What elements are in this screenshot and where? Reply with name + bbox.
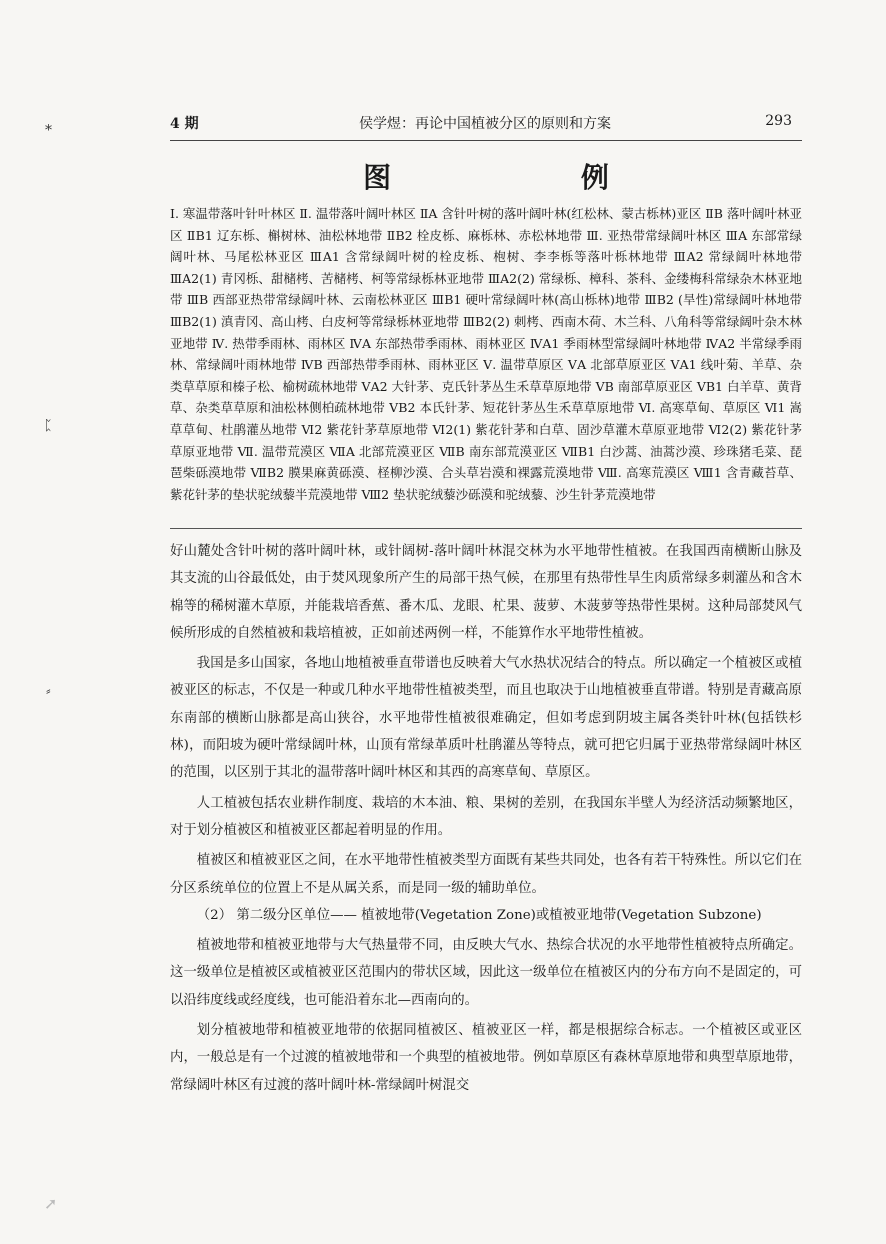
issue-number: 4 期 bbox=[170, 116, 199, 132]
binding-mark-icon: ⸗ bbox=[46, 683, 51, 699]
paragraph: 植被区和植被亚区之间，在水平地带性植被类型方面既有某些共同处，也各有若干特殊性。所以它们在分区系统单位的位置上不是从属关系，而是同一级的辅助单位。 bbox=[170, 853, 802, 896]
paragraph: 人工植被包括农业耕作制度、栽培的木本油、粮、果树的差别，在我国东半壁人为经济活动频繁地区，对于划分植被区和植被亚区都起着明显的作用。 bbox=[170, 795, 802, 838]
header-rule bbox=[170, 140, 802, 141]
running-header bbox=[170, 113, 800, 137]
section-heading: （2） 第二级分区单位—— 植被地带(Vegetation Zone)或植被亚地带(Vegetation Subzone) bbox=[196, 907, 762, 923]
paragraph-continuation: 好山麓处含针叶树的落叶阔叶林，或针阔树-落叶阔叶林混交林为水平地带性植被。在我国西南横断山脉及其支流的山谷最低处，由于焚风现象所产生的局部干热气候，在那里有热带性旱生肉质常绿多刺灌丛和含木棉等的稀树灌木草原，并能栽培香蕉、番木瓜、龙眼、杧果、菠萝、木菠萝等热带性果树。这种局部焚风气候所形成的自然植被和栽培植被，正如前述两例一样，不能算作水平地带性植被。 bbox=[170, 544, 802, 641]
legend-title: 图 例 bbox=[363, 161, 699, 194]
running-title: 侯学煜：再论中国植被分区的原则和方案 bbox=[359, 116, 611, 132]
legend-text: Ⅰ. 寒温带落叶针叶林区 Ⅱ. 温带落叶阔叶林区 ⅡA 含针叶树的落叶阔叶林(红松林、蒙古栎林)亚区 ⅡB 落叶阔叶林亚区 ⅡB1 辽东栎、槲树林、油松林地带 ⅡB2 栓皮栎、麻栎林、赤松林地带 Ⅲ. 亚热带常绿阔叶林区 ⅢA 东部常绿阔叶林、马尾松林亚区 ⅢA1 含常绿阔叶树的栓皮栎、枹树、李李栎等落叶栎林地带 ⅢA2 常绿阔叶林地带 ⅢA2(1) 青冈栎、甜槠栲、苦槠栲、柯等常绿栎林亚地带 ⅢA2(2) 常绿栎、樟科、茶科、金缕梅科常绿杂木林亚地带 ⅢB 西部亚热带常绿阔叶林、云南松林亚区 ⅢB1 硬叶常绿阔叶林(高山栎林)地带 ⅢB2 (旱性)常绿阔叶林地带 ⅢB2(1) 滇青冈、高山栲、白皮柯等常绿栎林亚地带 ⅢB2(2) 刺栲、西南木荷、木兰科、八角科等常绿阔叶杂木林亚地带 Ⅳ. 热带季雨林、雨林区 ⅣA 东部热带季雨林、雨林亚区 ⅣA1 季雨林型常绿阔叶林地带 ⅣA2 半常绿季雨林、常绿阔叶雨林地带 ⅣB 西部热带季雨林、雨林亚区 Ⅴ. 温带草原区 ⅤA 北部草原亚区 ⅤA1 线叶菊、羊草、杂类草草原和榛子松、榆树疏林地带 ⅤA2 大针茅、克氏针茅丛生禾草草原地带 ⅤB 南部草原亚区 ⅤB1 白羊草、黄背草、杂类草草原和油松林侧柏疏林地带 ⅤB2 本氏针茅、短花针茅丛生禾草草原地带 Ⅵ. 高寒草甸、草原区 Ⅵ1 嵩草草甸、杜鹃灌丛地带 Ⅵ2 紫花针茅草原地带 Ⅵ2(1) 紫花针茅和白草、固沙草灌木草原亚地带 Ⅵ2(2) 紫花针茅草原亚地带 Ⅶ. 温带荒漠区 ⅦA 北部荒漠亚区 ⅦB 南东部荒漠亚区 ⅦB1 白沙蒿、油蒿沙漠、珍珠猪毛菜、琵琶柴砾漠地带 ⅦB2 膜果麻黄砾漠、柽柳沙漠、合头草岩漠和裸露荒漠地带 Ⅷ. 高寒荒漠区 Ⅷ1 含青藏苔草、紫花针茅的垫状驼绒藜半荒漠地带 Ⅷ2 垫状驼绒藜沙砾漠和驼绒藜、沙生针茅荒漠地带 bbox=[170, 206, 802, 502]
paragraph: 我国是多山国家，各地山地植被垂直带谱也反映着大气水热状况结合的特点。所以确定一个植被区或植被亚区的标志，不仅是一种或几种水平地带性植被类型，而且也取决于山地植被垂直带谱。特别是青藏高原东南部的横断山脉都是高山狭谷，水平地带性植被很难确定，但如考虑到阴坡主属各类针叶林(包括铁杉林)，而阳坡为硬叶常绿阔叶林，山顶有常绿革质叶杜鹃灌丛等特点，就可把它归属于亚热带常绿阔叶林区的范围，以区别于其北的温带落叶阔叶林区和其西的高寒草甸、草原区。 bbox=[170, 656, 802, 781]
paragraph: 植被地带和植被亚地带与大气热量带不同，由反映大气水、热综合状况的水平地带性植被特点所确定。这一级单位是植被区或植被亚区范围内的带状区域，因此这一级单位在植被区内的分布方向不是固定的，可以沿纬度线或经度线，也可能沿着东北—西南向的。 bbox=[170, 938, 802, 1008]
paragraph: 划分植被地带和植被亚地带的依据同植被区、植被亚区一样，都是根据综合标志。一个植被区或亚区内，一般总是有一个过渡的植被地带和一个典型的植被地带。例如草原区有森林草原地带和典型草原地带，常绿阔叶林区有过渡的落叶阔叶林-常绿阔叶树混交 bbox=[170, 1023, 802, 1093]
page-number: 293 bbox=[765, 113, 792, 129]
body-text bbox=[170, 538, 802, 1099]
scanner-logo-icon: ➚ bbox=[44, 1194, 58, 1213]
binding-mark-icon: ᛈ bbox=[44, 418, 53, 434]
legend-separator bbox=[170, 528, 802, 529]
binding-mark-icon: ⁎ bbox=[45, 118, 52, 134]
